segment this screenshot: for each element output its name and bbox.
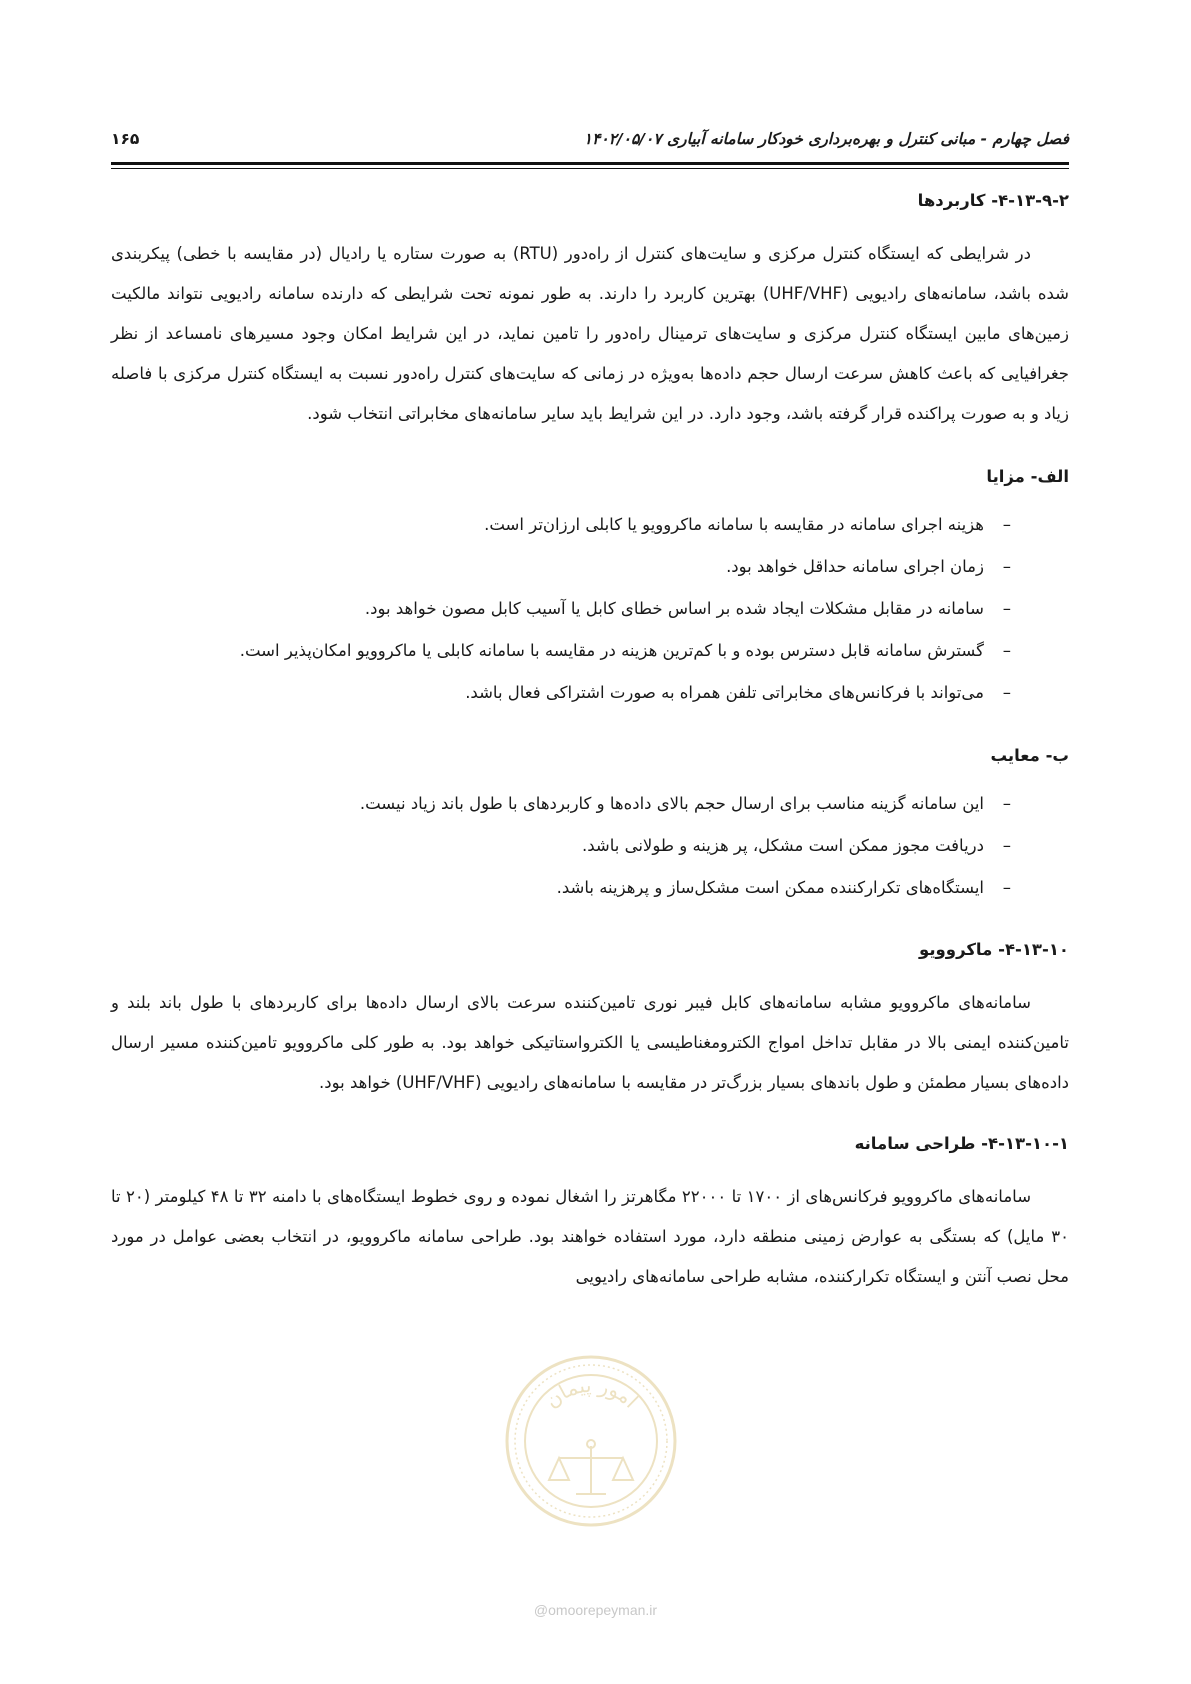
bullet-dash: – [1002, 836, 1011, 855]
list-item-text: ایستگاه‌های تکرارکننده ممکن است مشکل‌ساز و پرهزینه باشد. [556, 878, 984, 897]
list-item [111, 588, 1069, 630]
bullet-dash: – [1002, 557, 1011, 576]
list-item-text: می‌تواند با فرکانس‌های مخابراتی تلفن همراه به صورت اشتراکی فعال باشد. [465, 683, 984, 702]
bullet-dash: – [1002, 641, 1011, 660]
disadvantages-list [111, 783, 1069, 909]
bullet-dash: – [1002, 794, 1011, 813]
list-item [111, 546, 1069, 588]
list-item-text: هزینه اجرای سامانه در مقایسه با سامانه ماکروویو یا کابلی ارزان‌تر است. [484, 515, 984, 534]
list-item [111, 867, 1069, 909]
bullet-dash: – [1002, 599, 1011, 618]
list-item [111, 825, 1069, 867]
section-heading-advantages: الف- مزایا [986, 467, 1069, 486]
header-rule-thick [111, 162, 1069, 165]
bullet-dash: – [1002, 878, 1011, 897]
section-heading-microwave: ۴-۱۳-۱۰- ماکروویو [919, 940, 1069, 959]
page-number: ۱۶۵ [111, 130, 140, 148]
bullet-dash: – [1002, 683, 1011, 702]
list-item-text: زمان اجرای سامانه حداقل خواهد بود. [726, 557, 984, 576]
list-item-text: سامانه در مقابل مشکلات ایجاد شده بر اساس خطای کابل یا آسیب کابل مصون خواهد بود. [364, 599, 984, 618]
list-item-text: این سامانه گزینه مناسب برای ارسال حجم بالای داده‌ها و کاربردهای با طول باند زیاد نیست. [359, 794, 984, 813]
bullet-dash: – [1002, 515, 1011, 534]
advantages-list [111, 504, 1069, 714]
header-title: فصل چهارم - مبانی کنترل و بهره‌برداری خودکار سامانه آبیاری ۱۴۰۲/۰۵/۰۷ [583, 130, 1069, 148]
list-item [111, 783, 1069, 825]
running-header [111, 130, 1069, 152]
page-body [111, 185, 1069, 1297]
paragraph-system-design: سامانه‌های ماکروویو فرکانس‌های از ۱۷۰۰ تا ۲۲۰۰۰ مگاهرتز را اشغال نموده و روی خطوط ایستگاه‌های با دامنه ۳۲ تا ۴۸ کیلومتر (۲۰ تا ۳۰ مایل) که بستگی به عوارض زمینی منطقه دارد، مورد استفاده خواهند بود. طراحی سامانه ماکروویو، در انتخاب بعضی عوامل در مورد محل نصب آنتن و ایستگاه تکرارکننده، مشابه طراحی سامانه‌های رادیویی [111, 1187, 1069, 1286]
svg-text:امور پیمان: امور پیمان [540, 1372, 643, 1413]
section-heading-disadvantages: ب- معایب [990, 746, 1069, 765]
list-item [111, 630, 1069, 672]
list-item [111, 672, 1069, 714]
watermark-url: @omoorepeyman.ir [533, 1602, 658, 1618]
list-item-text: دریافت مجوز ممکن است مشکل، پر هزینه و طولانی باشد. [581, 836, 984, 855]
paragraph-applications: در شرایطی که ایستگاه کنترل مرکزی و سایت‌های کنترل از راه‌دور (RTU) به صورت ستاره یا رادیال (در مقایسه با خطی) پیکربندی شده باشد، سامانه‌های رادیویی (UHF/VHF) بهترین کاربرد را دارند. به طور نمونه تحت شرایطی که دارنده سامانه رادیویی نتواند مالکیت زمین‌های مابین ایستگاه کنترل مرکزی و سایت‌های ترمینال راه‌دور را تامین نماید، در این شرایط امکان وجود مسیرهای نامساعد از نظر جغرافیایی که باعث کاهش سرعت ارسال حجم داده‌ها به‌ویژه در زمانی که سایت‌های کنترل راه‌دور نسبت به ایستگاه کنترل مرکزی با فاصله زیاد و به صورت پراکنده قرار گرفته باشد، وجود دارد. در این شرایط باید سایر سامانه‌های مخابراتی انتخاب شود. [111, 244, 1070, 423]
section-heading-system-design: ۴-۱۳-۱۰-۱- طراحی سامانه [854, 1134, 1069, 1153]
list-item-text: گسترش سامانه قابل دسترس بوده و با کم‌ترین هزینه در مقایسه با سامانه کابلی یا ماکروویو امکان‌پذیر است. [239, 641, 984, 660]
section-heading-applications: ۴-۱۳-۹-۲- کاربردها [917, 191, 1069, 210]
list-item [111, 504, 1069, 546]
header-rule-thin [111, 168, 1069, 169]
paragraph-microwave: سامانه‌های ماکروویو مشابه سامانه‌های کابل فیبر نوری تامین‌کننده سرعت بالای ارسال داده‌ها برای کاربردهای با طول باند بلند و تامین‌کننده ایمنی بالا در مقابل تداخل امواج الکترومغناطیسی یا الکترواستاتیکی خواهد بود. به طور کلی ماکروویو تامین‌کننده مسیر ارسال داده‌های بسیار مطمئن و طول باندهای بسیار بزرگ‌تر در مقایسه با سامانه‌های رادیویی (UHF/VHF) خواهد بود. [111, 993, 1069, 1092]
seal-watermark [504, 1354, 678, 1528]
